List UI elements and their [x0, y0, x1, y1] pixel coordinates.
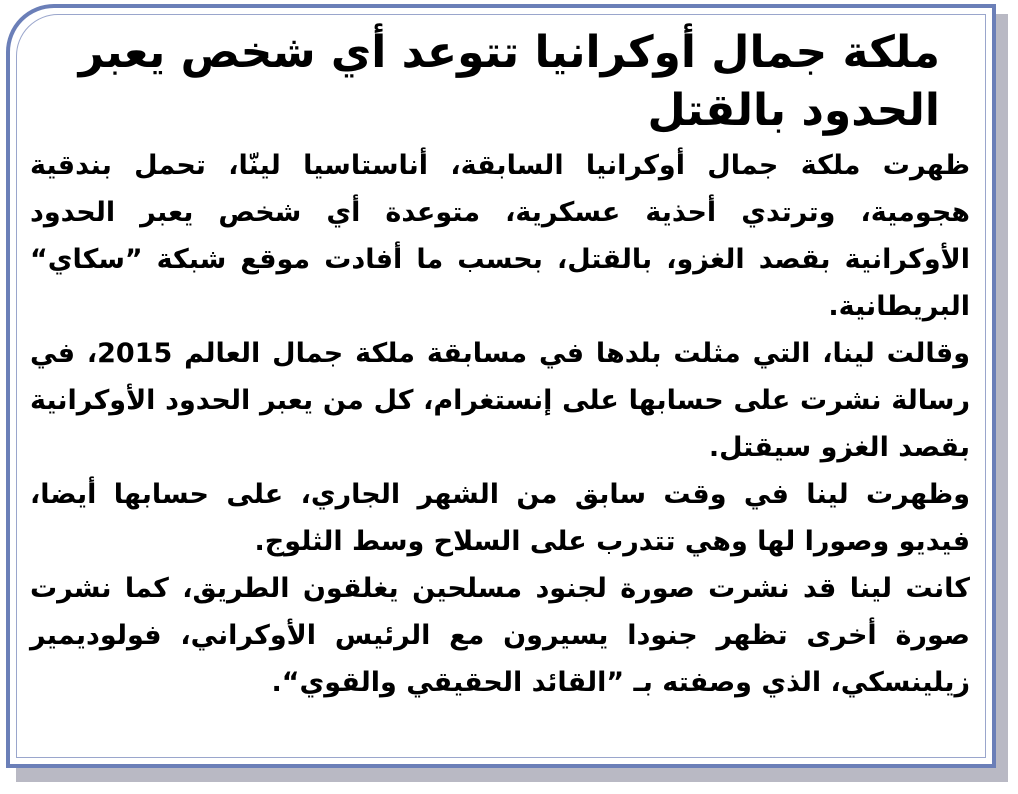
headline-line-1: ملكة جمال أوكرانيا تتوعد أي شخص يعبر [78, 27, 940, 78]
paragraph-2: وقالت لينا، التي مثلت بلدها في مسابقة ملكة جمال العالم 2015، في رسالة نشرت على حسابها على إنستغرام، كل من يعبر الحدود الأوكرانية بقصد الغزو سيقتل. [30, 338, 971, 463]
paragraph-3: وظهرت لينا في وقت سابق من الشهر الجاري، على حسابها أيضا، فيديو وصورا لها وهي تتدرب على السلاح وسط الثلوج. [30, 479, 970, 557]
headline [30, 24, 970, 140]
paragraph-4: كانت لينا قد نشرت صورة لجنود مسلحين يغلقون الطريق، كما نشرت صورة أخرى تظهر جنودا يسيرون مع الرئيس الأوكراني، فولوديمير زيلينسكي، الذي وصفته بـ ”القائد الحقيقي والقوي“. [30, 573, 970, 698]
headline-line-2: الحدود بالقتل [647, 85, 940, 136]
article [30, 14, 970, 756]
paragraph-1: ظهرت ملكة جمال أوكرانيا السابقة، أناستاسيا لينّا، تحمل بندقية هجومية، وترتدي أحذية عسكرية، متوعدة أي شخص يعبر الحدود الأوكرانية بقصد الغزو، بالقتل، بحسب ما أفادت موقع شبكة ”سكاي“ البريطانية. [30, 150, 970, 322]
article-body [30, 142, 970, 706]
